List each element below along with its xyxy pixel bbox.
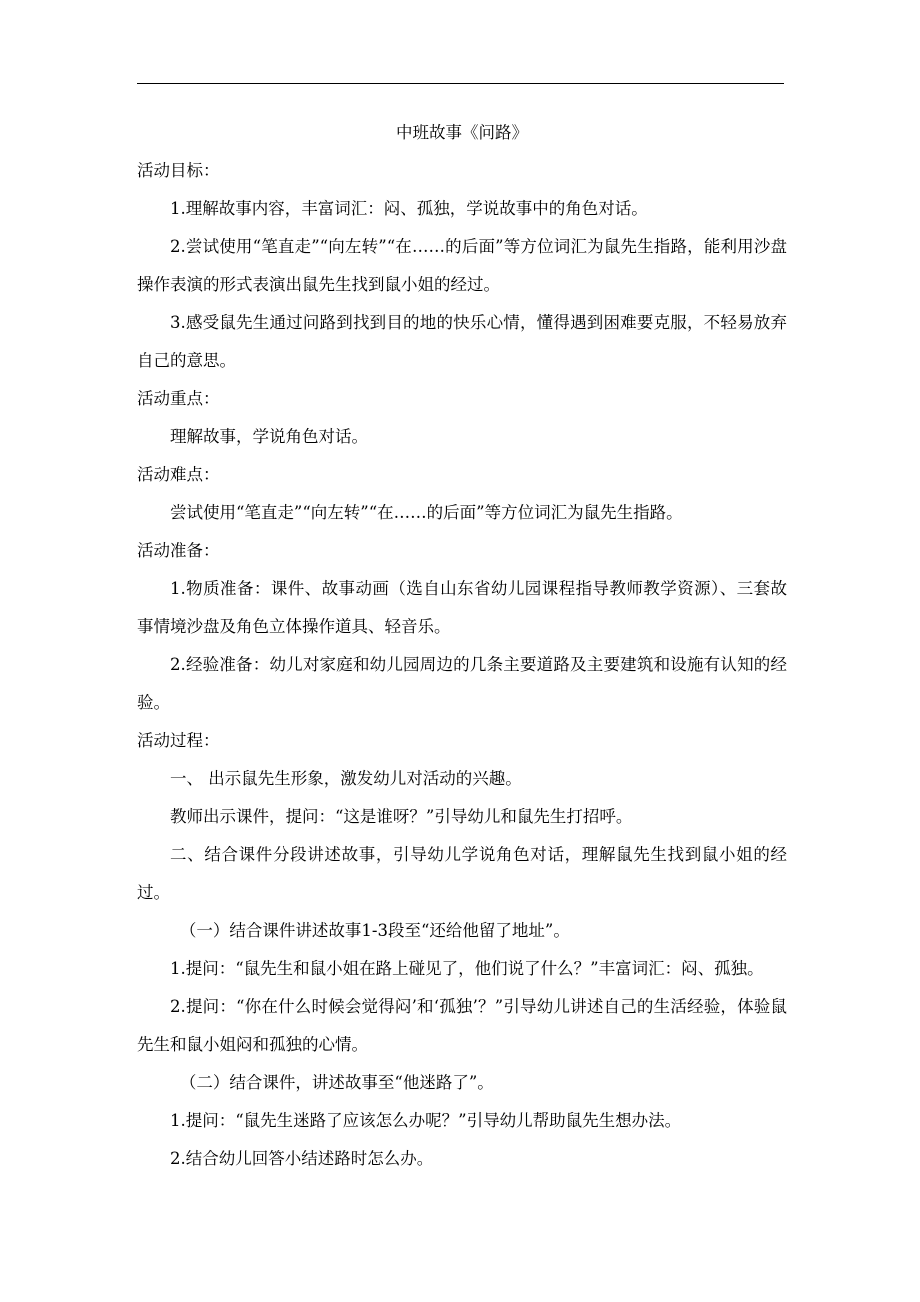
process-step-1-detail: 教师出示课件，提问：“这是谁呀？”引导幼儿和鼠先生打招呼。 <box>170 807 633 826</box>
goal-item-2: 2.尝试使用“笔直走”“向左转”“在……的后面”等方位词汇为鼠先生指路，能利用沙盘操作表演的形式表演出鼠先生找到鼠小姐的经过。 <box>137 237 787 294</box>
preparation-item-1: 1.物质准备：课件、故事动画（选自山东省幼儿园课程指导教师教学资源）、三套故事情境沙盘及角色立体操作道具、轻音乐。 <box>137 579 787 636</box>
process-part-2: （二）结合课件，讲述故事至“他迷路了”。 <box>179 1073 494 1092</box>
difficulty-heading: 活动难点： <box>137 465 220 484</box>
header-rule <box>137 83 784 84</box>
document-body <box>137 114 787 1178</box>
key-point-text: 理解故事，学说角色对话。 <box>170 427 368 446</box>
goal-item-1: 1.理解故事内容，丰富词汇：闷、孤独，学说故事中的角色对话。 <box>170 199 648 218</box>
process-heading: 活动过程： <box>137 731 220 750</box>
process-step-1: 一、 出示鼠先生形象，激发幼儿对活动的兴趣。 <box>170 769 522 788</box>
goals-heading: 活动目标： <box>137 161 220 180</box>
process-part-2-item-2: 2.结合幼儿回答小结述路时怎么办。 <box>170 1149 434 1168</box>
preparation-item-2: 2.经验准备：幼儿对家庭和幼儿园周边的几条主要道路及主要建筑和设施有认知的经验。 <box>137 655 787 712</box>
key-point-heading: 活动重点： <box>137 389 220 408</box>
process-step-2: 二、结合课件分段讲述故事，引导幼儿学说角色对话，理解鼠先生找到鼠小姐的经过。 <box>137 845 787 902</box>
preparation-heading: 活动准备： <box>137 541 220 560</box>
process-part-1: （一）结合课件讲述故事1-3段至“还给他留了地址”。 <box>179 921 570 940</box>
goal-item-3: 3.感受鼠先生通过问路到找到目的地的快乐心情，懂得遇到困难要克服，不轻易放弃自己的意思。 <box>137 313 787 370</box>
document-title: 中班故事《问路》 <box>396 123 528 142</box>
process-part-1-item-2: 2.提问：“你在什么时候会觉得闷’和‘孤独’？”引导幼儿讲述自己的生活经验，体验鼠先生和鼠小姐闷和孤独的心情。 <box>137 997 787 1054</box>
difficulty-text: 尝试使用“笔直走”“向左转”“在……的后面”等方位词汇为鼠先生指路。 <box>170 503 683 522</box>
process-part-2-item-1: 1.提问：“鼠先生迷路了应该怎么办呢？”引导幼儿帮助鼠先生想办法。 <box>170 1111 682 1130</box>
process-part-1-item-1: 1.提问：“鼠先生和鼠小姐在路上碰见了，他们说了什么？”丰富词汇：闷、孤独。 <box>170 959 764 978</box>
